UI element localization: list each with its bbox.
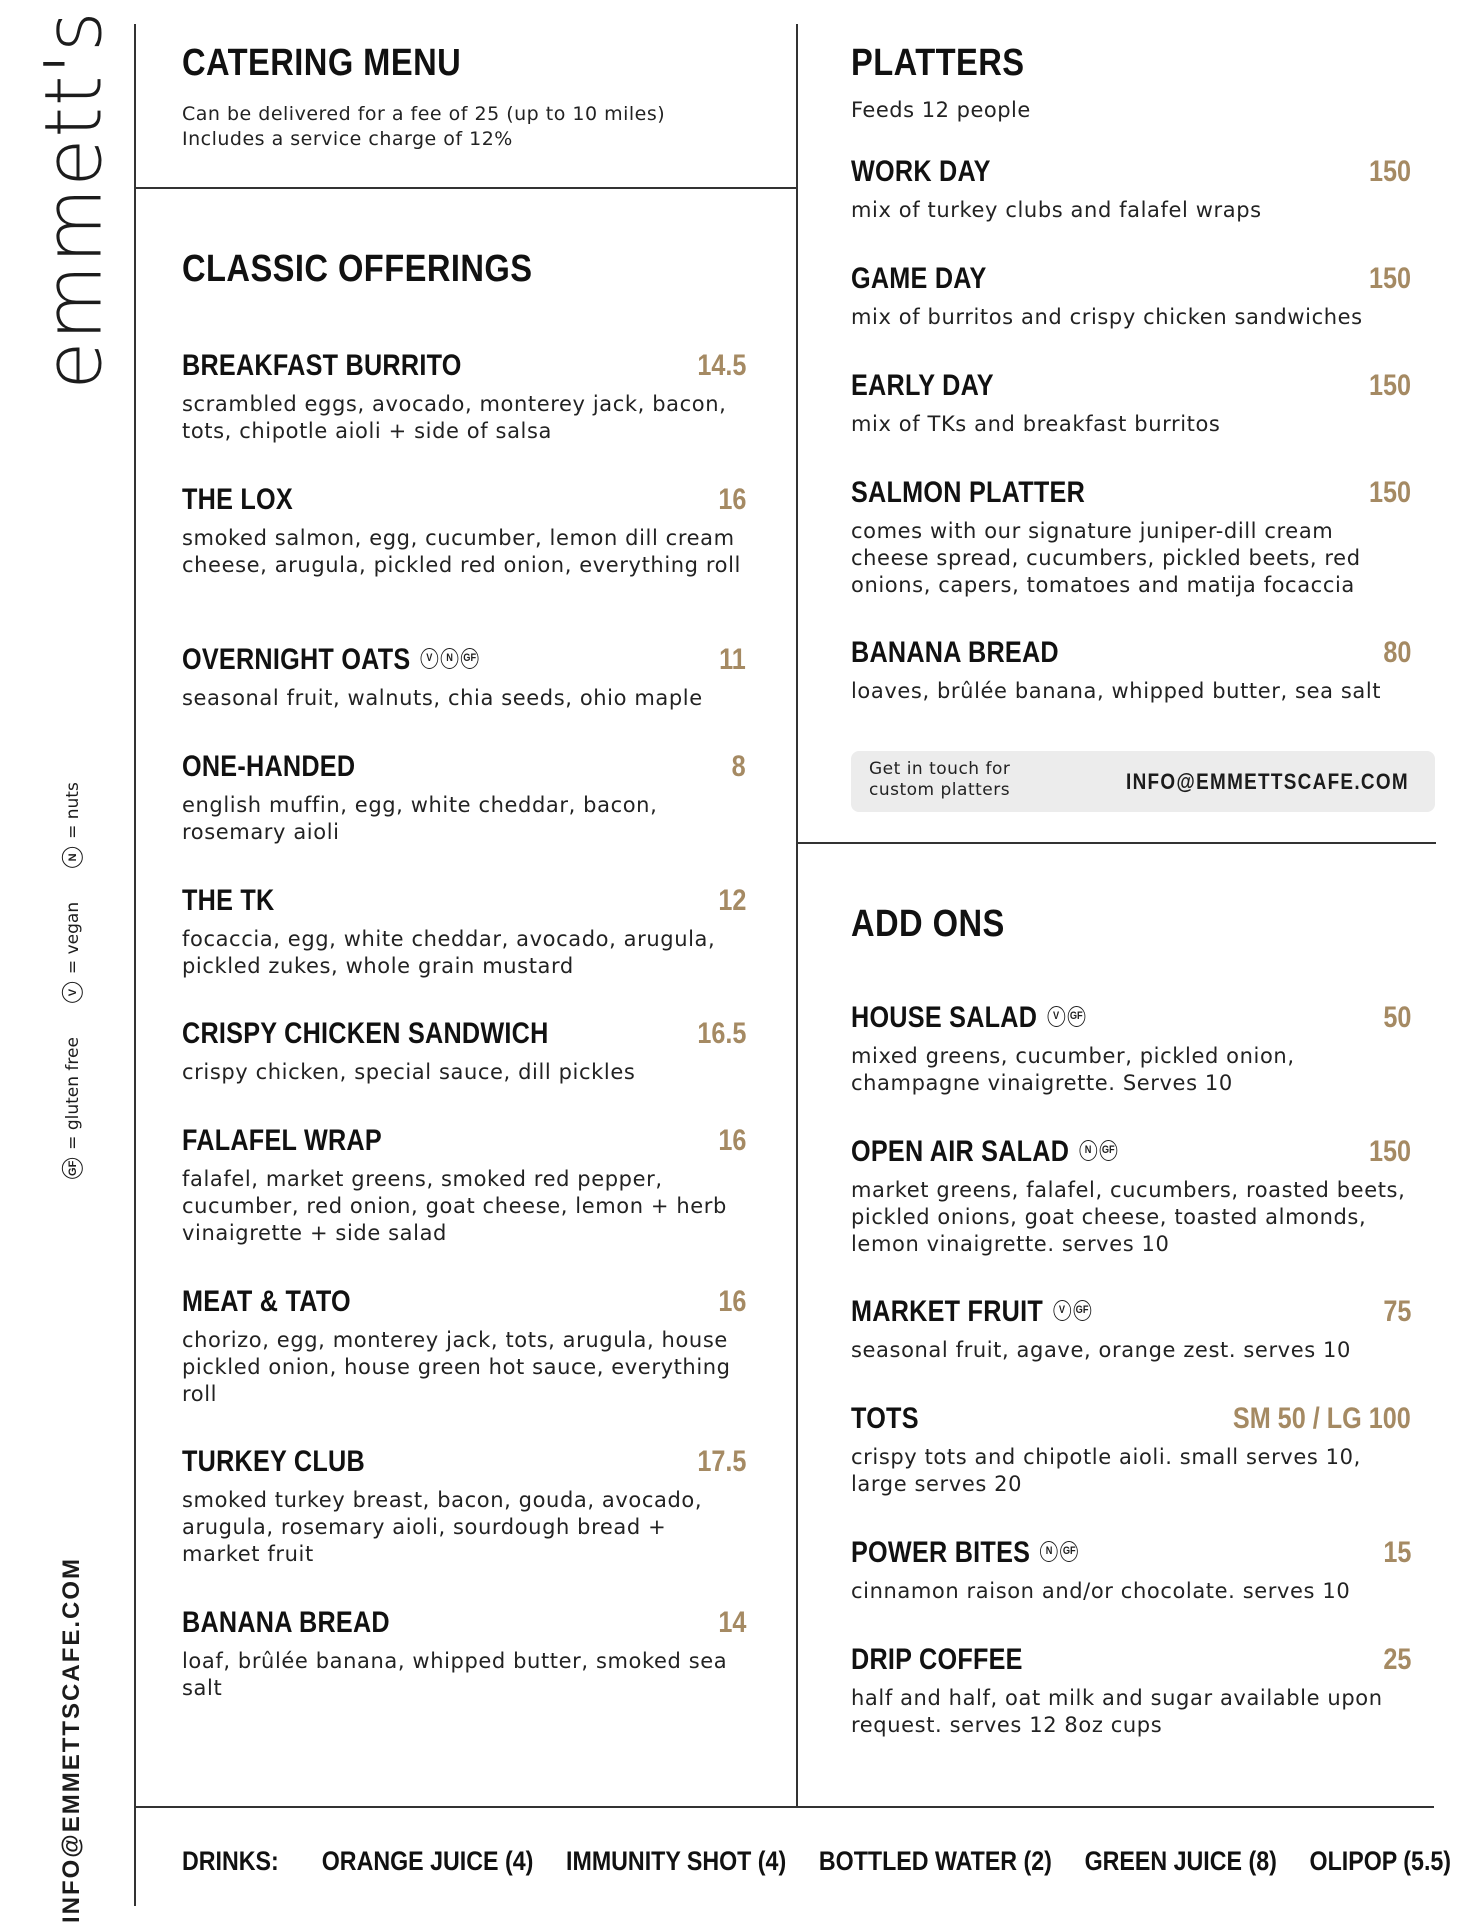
drink-item: OLIPOP (5.5): [1309, 1846, 1452, 1876]
menu-item: [182, 1124, 746, 1247]
item-description: cinnamon raison and/or chocolate. serves 10: [851, 1579, 1351, 1603]
item-description: chorizo, egg, monterey jack, tots, arugula, house pickled onion, house green hot sauce, everything roll: [182, 1328, 731, 1406]
item-name: BANANA BREAD: [851, 636, 1059, 669]
addon-item: [851, 1295, 1411, 1364]
divider-center: [796, 24, 798, 1806]
item-price: 150: [1368, 476, 1411, 509]
item-name: OVERNIGHT OATS V N GF: [182, 643, 479, 677]
item-name: HOUSE SALAD V GF: [851, 1001, 1085, 1035]
drink-item: BOTTLED WATER (2): [818, 1846, 1052, 1876]
item-price: 12: [717, 884, 746, 917]
sidebar-email-text[interactable]: INFO@EMMETTSCAFE.COM: [58, 1556, 85, 1923]
dietary-legend: [52, 760, 92, 1200]
drink-item: IMMUNITY SHOT (4): [566, 1846, 787, 1876]
item-name: DRIP COFFEE: [851, 1643, 1023, 1676]
divider-left-top: [134, 187, 796, 189]
addon-item: [851, 1536, 1411, 1605]
divider-right-mid: [796, 842, 1436, 844]
item-price: 150: [1368, 155, 1411, 188]
platter-item: [851, 262, 1411, 331]
item-price: 14: [717, 1606, 746, 1639]
menu-item: [182, 643, 746, 712]
item-description: smoked salmon, egg, cucumber, lemon dill cream cheese, arugula, pickled red onion, everything roll: [182, 526, 741, 577]
item-price: 15: [1382, 1536, 1411, 1569]
gluten-free-icon: GF: [1067, 1006, 1085, 1027]
logo: [30, 10, 120, 390]
item-price: 17.5: [696, 1445, 746, 1478]
menu-item: [182, 1285, 746, 1408]
item-name: SALMON PLATTER: [851, 476, 1086, 509]
menu-item: [182, 884, 746, 980]
custom-platters-note: Get in touch for custom platters: [869, 759, 1011, 800]
item-price: 80: [1382, 636, 1411, 669]
addons-title: ADD ONS: [851, 903, 1005, 945]
item-name: BREAKFAST BURRITO: [182, 349, 462, 382]
drink-item: GREEN JUICE (8): [1084, 1846, 1277, 1876]
drinks-label: DRINKS:: [182, 1846, 279, 1876]
item-name: MARKET FRUIT V GF: [851, 1295, 1091, 1329]
item-description: loaves, brûlée banana, whipped butter, sea salt: [851, 679, 1382, 703]
item-name: TURKEY CLUB: [182, 1445, 365, 1478]
menu-item: [182, 483, 746, 579]
vegan-icon: V: [421, 648, 439, 669]
classic-title: CLASSIC OFFERINGS: [182, 248, 533, 290]
item-description: mix of TKs and breakfast burritos: [851, 412, 1221, 436]
platters-title: PLATTERS: [851, 42, 1025, 84]
menu-item: [182, 750, 746, 846]
sidebar-email: [52, 1556, 92, 1923]
logo-text: emmett's: [30, 10, 120, 390]
legend-nuts: [62, 782, 83, 868]
item-description: half and half, oat milk and sugar available upon request. serves 12 8oz cups: [851, 1686, 1383, 1737]
item-name: CRISPY CHICKEN SANDWICH: [182, 1017, 549, 1050]
item-price: 150: [1368, 369, 1411, 402]
addon-item: [851, 1001, 1411, 1097]
platter-item: [851, 636, 1411, 705]
item-description: english muffin, egg, white cheddar, bacon, rosemary aioli: [182, 793, 658, 844]
addon-item: [851, 1135, 1411, 1258]
legend-label: = vegan: [62, 901, 82, 974]
nuts-icon: N: [1079, 1140, 1097, 1161]
item-description: seasonal fruit, agave, orange zest. serves 10: [851, 1338, 1351, 1362]
item-name: THE TK: [182, 884, 275, 917]
item-name: GAME DAY: [851, 262, 987, 295]
item-name: FALAFEL WRAP: [182, 1124, 382, 1157]
item-description: scrambled eggs, avocado, monterey jack, bacon, tots, chipotle aioli + side of salsa: [182, 392, 727, 443]
item-description: crispy chicken, special sauce, dill pickles: [182, 1060, 636, 1084]
item-price: 75: [1382, 1295, 1411, 1328]
platter-item: [851, 476, 1411, 599]
item-price: 8: [731, 750, 746, 783]
vegan-icon: V: [62, 982, 83, 1003]
platter-item: [851, 369, 1411, 438]
item-price: 150: [1368, 1135, 1411, 1168]
item-description: market greens, falafel, cucumbers, roasted beets, pickled onions, goat cheese, toasted almonds, lemon vinaigrette. serves 10: [851, 1178, 1406, 1256]
platters-subtitle: Feeds 12 people: [851, 98, 1031, 122]
gluten-free-icon: GF: [1073, 1300, 1091, 1321]
vegan-icon: V: [1053, 1300, 1071, 1321]
addon-item: [851, 1402, 1411, 1498]
item-description: seasonal fruit, walnuts, chia seeds, ohio maple: [182, 686, 703, 710]
item-description: mix of turkey clubs and falafel wraps: [851, 198, 1262, 222]
item-price: SM 50 / LG 100: [1233, 1402, 1411, 1435]
menu-item: [182, 1445, 746, 1568]
item-name: POWER BITES N GF: [851, 1536, 1078, 1570]
custom-platters-box: [851, 751, 1435, 812]
platter-item: [851, 155, 1411, 224]
legend-label: = nuts: [62, 781, 82, 839]
item-name: EARLY DAY: [851, 369, 994, 402]
item-name: ONE-HANDED: [182, 750, 356, 783]
vegan-icon: V: [1047, 1006, 1065, 1027]
item-description: smoked turkey breast, bacon, gouda, avocado, arugula, rosemary aioli, sourdough bread + market fruit: [182, 1488, 703, 1566]
divider-bottom: [134, 1806, 1434, 1808]
item-description: mix of burritos and crispy chicken sandwiches: [851, 305, 1363, 329]
catering-service-note: Includes a service charge of 12%: [182, 128, 513, 150]
legend-gluten-free: [62, 1037, 83, 1179]
item-price: 150: [1368, 262, 1411, 295]
nuts-icon: N: [1040, 1541, 1058, 1562]
item-price: 16: [717, 1124, 746, 1157]
item-description: comes with our signature juniper-dill cream cheese spread, cucumbers, pickled beets, red onions, capers, tomatoes and matija focaccia: [851, 519, 1361, 597]
nuts-icon: N: [441, 648, 459, 669]
item-price: 16.5: [696, 1017, 746, 1050]
item-name: THE LOX: [182, 483, 293, 516]
item-name: BANANA BREAD: [182, 1606, 390, 1639]
item-name: MEAT & TATO: [182, 1285, 351, 1318]
gluten-free-icon: GF: [62, 1157, 83, 1178]
legend-vegan: [62, 901, 83, 1002]
custom-platters-email[interactable]: INFO@EMMETTSCAFE.COM: [1126, 769, 1409, 794]
drinks-bar: [182, 1846, 1451, 1877]
sidebar: [0, 0, 134, 1923]
item-price: 14.5: [696, 349, 746, 382]
gluten-free-icon: GF: [1099, 1140, 1117, 1161]
item-price: 25: [1382, 1643, 1411, 1676]
catering-delivery-note: Can be delivered for a fee of 25 (up to 10 miles): [182, 103, 666, 125]
catering-title: CATERING MENU: [182, 42, 462, 84]
menu-item: [182, 349, 746, 445]
item-price: 11: [719, 643, 746, 676]
item-description: mixed greens, cucumber, pickled onion, champagne vinaigrette. Serves 10: [851, 1044, 1295, 1095]
item-price: 16: [717, 1285, 746, 1318]
item-description: crispy tots and chipotle aioli. small serves 10, large serves 20: [851, 1445, 1361, 1496]
gluten-free-icon: GF: [1060, 1541, 1078, 1562]
item-description: loaf, brûlée banana, whipped butter, smoked sea salt: [182, 1649, 728, 1700]
drink-item: ORANGE JUICE (4): [321, 1846, 534, 1876]
addon-item: [851, 1643, 1411, 1739]
gluten-free-icon: GF: [461, 648, 479, 669]
item-description: focaccia, egg, white cheddar, avocado, arugula, pickled zukes, whole grain mustard: [182, 927, 716, 978]
item-name: TOTS: [851, 1402, 919, 1435]
item-price: 16: [717, 483, 746, 516]
legend-label: = gluten free: [62, 1036, 82, 1150]
item-name: OPEN AIR SALAD N GF: [851, 1135, 1117, 1169]
menu-item: [182, 1017, 746, 1086]
item-name: WORK DAY: [851, 155, 991, 188]
menu-item: [182, 1606, 746, 1702]
item-price: 50: [1382, 1001, 1411, 1034]
divider-sidebar: [134, 24, 136, 1906]
nuts-icon: N: [62, 846, 83, 867]
item-description: falafel, market greens, smoked red pepper, cucumber, red onion, goat cheese, lemon + herb vinaigrette + side salad: [182, 1167, 727, 1245]
